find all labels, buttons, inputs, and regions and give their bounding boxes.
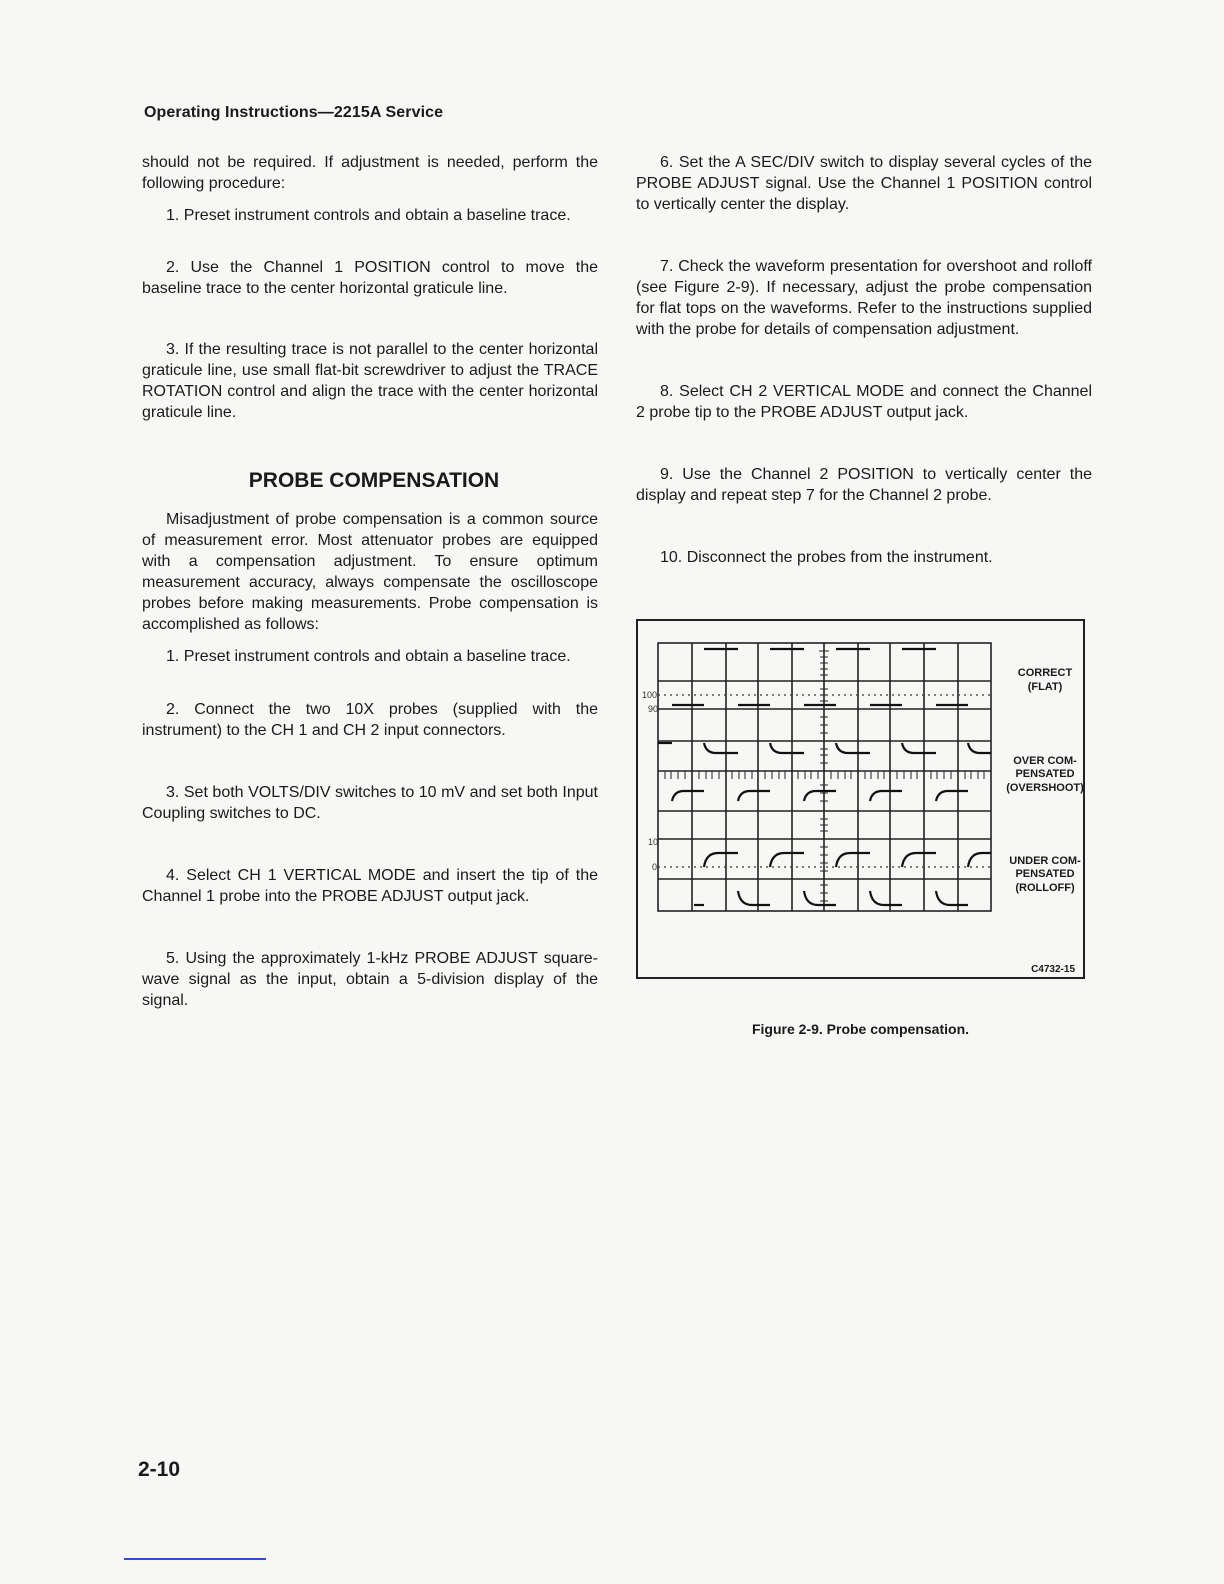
step-10: 10. Disconnect the probes from the instrument. <box>660 549 993 566</box>
probe-step-4: 4. Select CH 1 VERTICAL MODE and insert the tip of the Channel 1 probe into the PROBE ADJUST output jack. <box>142 867 598 905</box>
trace-step-3: 3. If the resulting trace is not parallel to the center horizontal graticule line, use small flat-bit screwdriver to adjust the TRACE ROTATION control and align the trace with the center horizontal graticule line. <box>142 341 598 421</box>
page-number: 2-10 <box>138 1458 181 1481</box>
trace-step-2: 2. Use the Channel 1 POSITION control to move the baseline trace to the center horizontal graticule line. <box>142 259 598 297</box>
label-over-3: (OVERSHOOT) <box>1006 782 1084 794</box>
probe-step-3: 3. Set both VOLTS/DIV switches to 10 mV and set both Input Coupling switches to DC. <box>142 784 598 822</box>
probe-step-5: 5. Using the approximately 1-kHz PROBE ADJUST square-wave signal as the input, obtain a 5-division display of the signal. <box>142 950 598 1009</box>
probe-step-1: 1. Preset instrument controls and obtain a baseline trace. <box>166 648 571 665</box>
oscilloscope-graticule-diagram <box>638 621 1087 981</box>
label-under-1: UNDER COM- <box>1009 855 1081 867</box>
label-under-3: (ROLLOFF) <box>1015 882 1075 894</box>
tick-label-100: 100 <box>642 690 658 700</box>
tick-label-0: 0 <box>652 862 658 872</box>
figure-caption: Figure 2-9. Probe compensation. <box>751 1021 970 1037</box>
right-column <box>636 152 1092 568</box>
probe-step-2: 2. Connect the two 10X probes (supplied with the instrument) to the CH 1 and CH 2 input connectors. <box>142 701 598 739</box>
step-8: 8. Select CH 2 VERTICAL MODE and connect the Channel 2 probe tip to the PROBE ADJUST output jack. <box>636 383 1092 421</box>
label-correct-1: CORRECT <box>1017 667 1073 679</box>
intro-paragraph: should not be required. If adjustment is needed, perform the following procedure: <box>142 154 598 192</box>
label-over-1: OVER COM- <box>1013 755 1077 767</box>
running-header: Operating Instructions—2215A Service <box>144 104 444 121</box>
label-correct-2: (FLAT) <box>1027 681 1063 693</box>
step-9: 9. Use the Channel 2 POSITION to vertically center the display and repeat step 7 for the Channel 2 probe. <box>636 466 1092 504</box>
section-title: PROBE COMPENSATION <box>248 469 500 492</box>
bottom-rule <box>124 1558 266 1560</box>
left-column <box>142 152 598 1011</box>
step-7: 7. Check the waveform presentation for overshoot and rolloff (see Figure 2-9). If necessary, adjust the probe compensation for flat tops on the waveforms. Refer to the instructions supplied with the probe for details of compensation adjustment. <box>636 258 1092 338</box>
step-6: 6. Set the A SEC/DIV switch to display several cycles of the PROBE ADJUST signal. Use the Channel 1 POSITION control to vertically center the display. <box>636 154 1092 213</box>
label-over-2: PENSATED <box>1015 768 1075 780</box>
figure-code: C4732-15 <box>1031 964 1075 975</box>
trace-step-1: 1. Preset instrument controls and obtain a baseline trace. <box>166 207 571 224</box>
label-under-2: PENSATED <box>1015 868 1075 880</box>
tick-label-10: 10 <box>648 837 659 847</box>
tick-label-90: 90 <box>648 704 659 714</box>
probe-intro-paragraph: Misadjustment of probe compensation is a common source of measurement error. Most attenuator probes are equipped with a compensation adjustment. To ensure optimum measurement accuracy, always compensate the oscilloscope probes before making measurements. Probe compensation is accomplished as follows: <box>142 511 598 633</box>
probe-compensation-figure <box>636 619 1085 979</box>
